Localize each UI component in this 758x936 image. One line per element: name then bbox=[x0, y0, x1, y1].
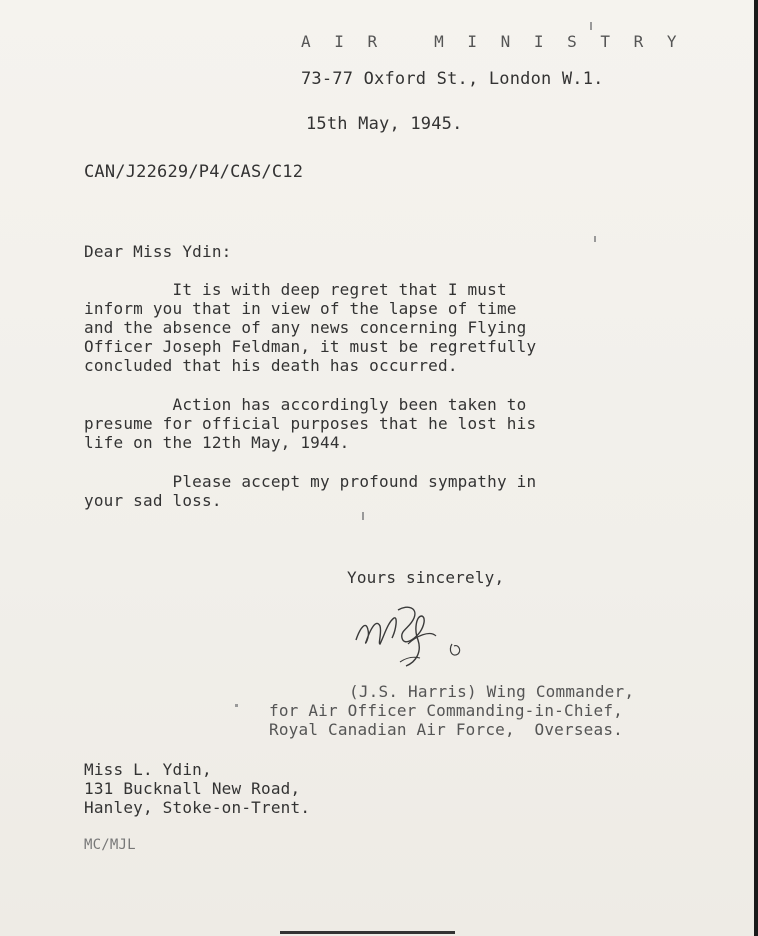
paragraph-3-line: your sad loss. bbox=[84, 491, 222, 510]
paragraph-1-line: Officer Joseph Feldman, it must be regretfully bbox=[84, 337, 537, 356]
letterhead-organisation: A I R M I N I S T R Y bbox=[301, 32, 684, 51]
recipient-name: Miss L. Ydin, bbox=[84, 760, 212, 779]
paragraph-2-line: presume for official purposes that he lost his bbox=[84, 414, 537, 433]
signatory-name: (J.S. Harris) Wing Commander, bbox=[349, 682, 635, 701]
paper-speck bbox=[594, 236, 596, 242]
recipient-town: Hanley, Stoke-on-Trent. bbox=[84, 798, 311, 817]
closing: Yours sincerely, bbox=[347, 568, 505, 587]
reference-number: CAN/J22629/P4/CAS/C12 bbox=[84, 162, 304, 182]
paper-speck bbox=[362, 512, 364, 520]
paragraph-1-line: It is with deep regret that I must bbox=[84, 280, 507, 299]
salutation: Dear Miss Ydin: bbox=[84, 242, 232, 261]
paper-speck bbox=[590, 22, 592, 30]
scan-edge bbox=[754, 0, 758, 936]
recipient-street: 131 Bucknall New Road, bbox=[84, 779, 301, 798]
handwritten-signature bbox=[350, 600, 480, 675]
paragraph-1-line: inform you that in view of the lapse of time bbox=[84, 299, 517, 318]
paragraph-3-line: Please accept my profound sympathy in bbox=[84, 472, 537, 491]
paragraph-2-line: life on the 12th May, 1944. bbox=[84, 433, 350, 452]
paragraph-1-line: concluded that his death has occurred. bbox=[84, 356, 458, 375]
paragraph-2-line: Action has accordingly been taken to bbox=[84, 395, 527, 414]
letterhead-address: 73-77 Oxford St., London W.1. bbox=[301, 69, 604, 89]
paper-speck bbox=[235, 704, 238, 707]
scan-bottom-mark bbox=[280, 931, 455, 934]
signature-drawing bbox=[350, 600, 480, 675]
letter-date: 15th May, 1945. bbox=[306, 114, 463, 134]
signatory-organisation: Royal Canadian Air Force, Overseas. bbox=[269, 720, 623, 739]
typist-reference: MC/MJL bbox=[84, 837, 136, 853]
signatory-capacity: for Air Officer Commanding-in-Chief, bbox=[269, 701, 623, 720]
paragraph-1-line: and the absence of any news concerning Flying bbox=[84, 318, 527, 337]
